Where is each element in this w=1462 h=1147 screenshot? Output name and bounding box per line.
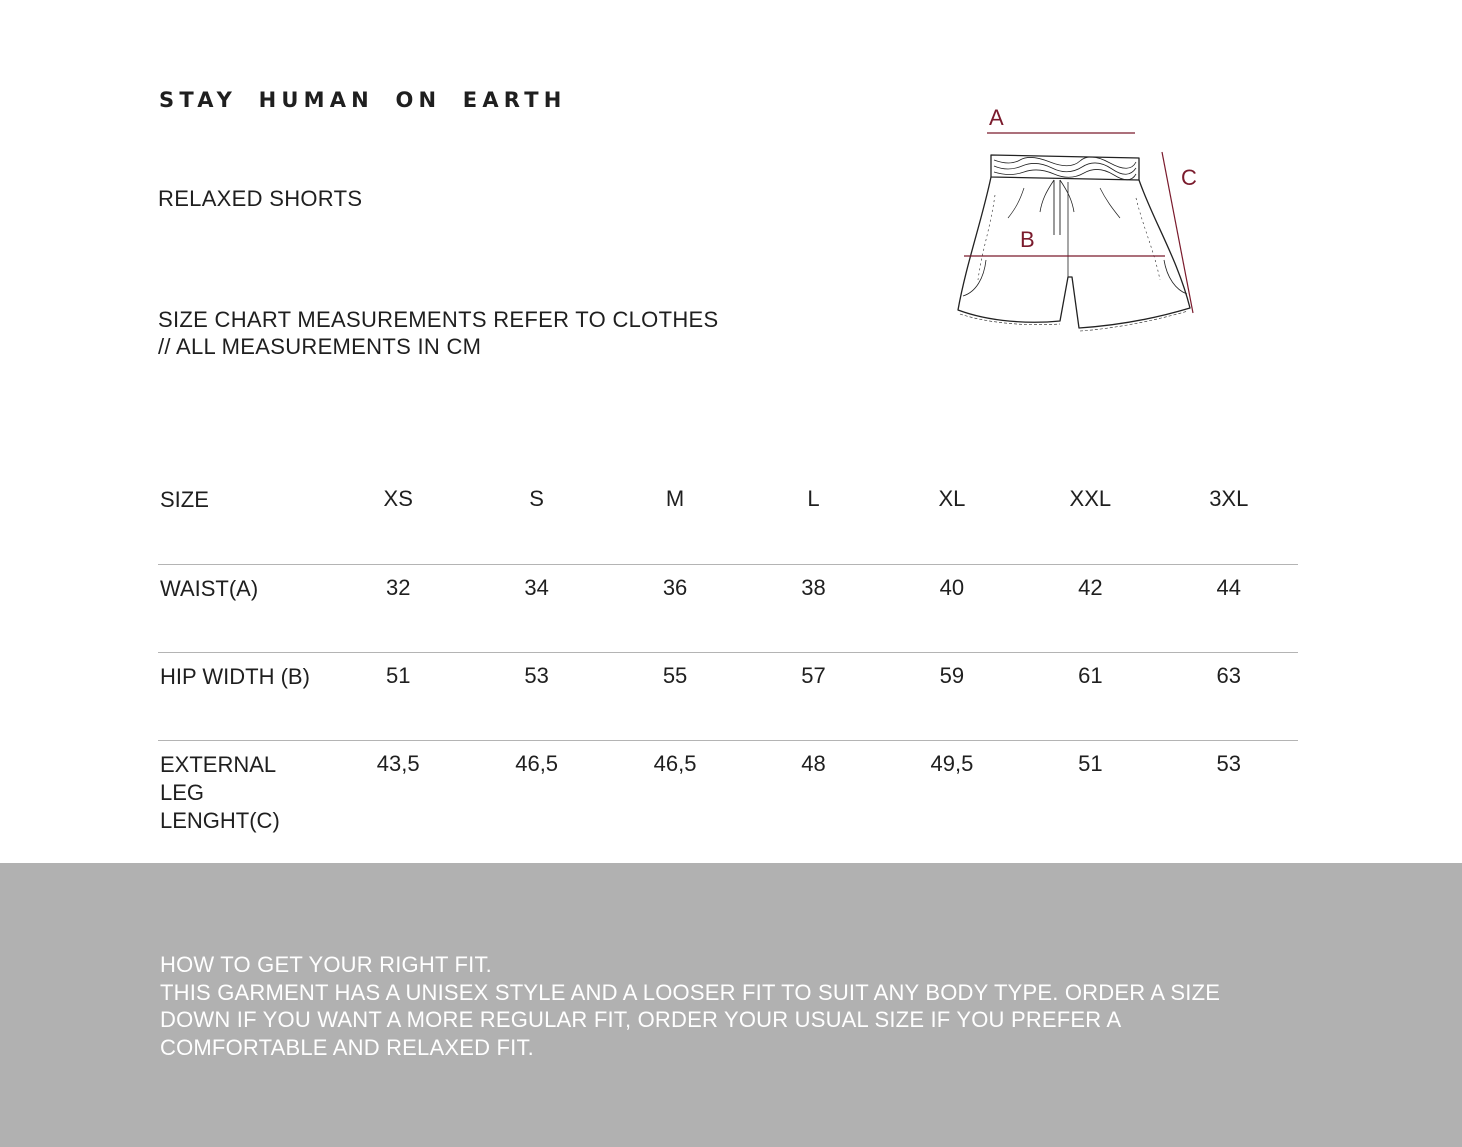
product-name: RELAXED SHORTS <box>158 186 363 211</box>
label-a: A <box>989 105 1004 130</box>
header-row <box>158 466 1298 564</box>
size-chart-table <box>158 466 1298 835</box>
table-cell: 49,5 <box>883 740 1021 835</box>
label-b: B <box>1020 227 1035 252</box>
measurement-note <box>158 306 718 360</box>
label-c: C <box>1181 165 1197 190</box>
fit-line: HOW TO GET YOUR RIGHT FIT. <box>160 952 492 977</box>
table-cell: 40 <box>883 564 1021 652</box>
fit-line: DOWN IF YOU WANT A MORE REGULAR FIT, ORDER YOUR USUAL SIZE IF YOU PREFER A <box>160 1007 1122 1032</box>
table-cell: 44 <box>1160 564 1298 652</box>
row-label-line: WAIST(A) <box>160 575 259 601</box>
fit-line: COMFORTABLE AND RELAXED FIT. <box>160 1034 534 1060</box>
row-label-waist <box>158 564 329 652</box>
note-line: // ALL MEASUREMENTS IN CM <box>158 334 482 359</box>
size-l: L <box>807 486 820 511</box>
table-row <box>158 740 1298 835</box>
fit-guide-text <box>160 951 1220 1061</box>
size-s: S <box>529 486 544 511</box>
table-row <box>158 564 1298 652</box>
size-xl: XL <box>938 486 966 511</box>
shorts-icon <box>958 155 1190 331</box>
table-cell: 57 <box>744 652 882 740</box>
table-cell: 51 <box>329 652 467 740</box>
shorts-measurement-diagram <box>950 100 1210 340</box>
row-label-line: LEG LENGHT(C) <box>160 779 280 833</box>
table-cell: 34 <box>467 564 605 652</box>
table-cell: 43,5 <box>329 740 467 835</box>
table-cell: 46,5 <box>467 740 605 835</box>
table-cell: 61 <box>1021 652 1159 740</box>
note-line: SIZE CHART MEASUREMENTS REFER TO CLOTHES <box>158 307 719 332</box>
table-cell: 36 <box>606 564 744 652</box>
fit-line: THIS GARMENT HAS A UNISEX STYLE AND A LOOSER FIT TO SUIT ANY BODY TYPE. ORDER A SIZE <box>160 979 1221 1005</box>
row-label-line: HIP WIDTH (B) <box>160 663 310 689</box>
table-cell: 63 <box>1160 652 1298 740</box>
brand-title: STAY HUMAN ON EARTH <box>159 88 567 112</box>
row-label-line: EXTERNAL <box>160 751 277 777</box>
table-row <box>158 652 1298 740</box>
table-cell: 42 <box>1021 564 1159 652</box>
size-header: SIZE <box>160 487 209 512</box>
size-3xl: 3XL <box>1209 486 1249 511</box>
table-cell: 53 <box>467 652 605 740</box>
table-cell: 55 <box>606 652 744 740</box>
table-cell: 38 <box>744 564 882 652</box>
table-cell: 51 <box>1021 740 1159 835</box>
size-xs: XS <box>383 486 413 511</box>
size-m: M <box>665 486 685 511</box>
size-xxl: XXL <box>1069 486 1112 511</box>
table-cell: 53 <box>1160 740 1298 835</box>
table-cell: 46,5 <box>606 740 744 835</box>
row-label-hip <box>158 652 329 740</box>
table-cell: 48 <box>744 740 882 835</box>
fit-guide-panel <box>0 863 1462 1147</box>
table-cell: 59 <box>883 652 1021 740</box>
table-cell: 32 <box>329 564 467 652</box>
row-label-leg-length <box>158 740 329 835</box>
